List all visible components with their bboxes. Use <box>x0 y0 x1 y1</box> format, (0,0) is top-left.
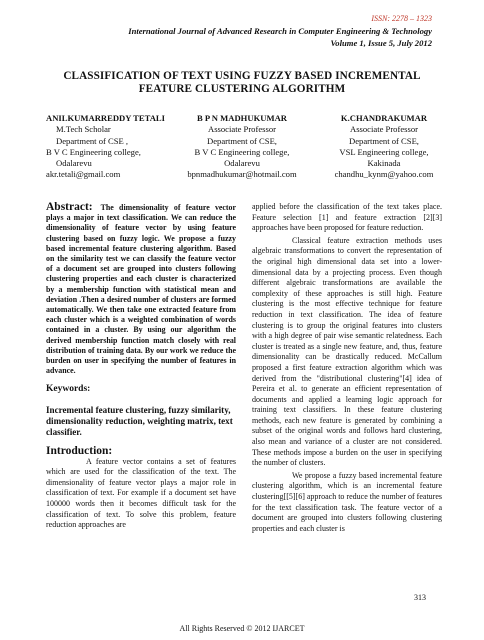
title-line-2: FEATURE CLUSTERING ALGORITHM <box>138 83 346 95</box>
body-paragraph: applied before the classification of the text takes place. Feature selection [1] and feature extraction [2][3] approaches have been proposed for feature reduction. <box>252 202 442 233</box>
author-name: K.CHANDRAKUMAR <box>340 113 428 123</box>
right-column <box>252 202 442 534</box>
author-2 <box>175 113 309 181</box>
paper-title <box>44 70 440 96</box>
author-role: Associate Professor <box>349 124 419 135</box>
author-role: Associate Professor <box>207 124 277 135</box>
author-1 <box>46 113 165 181</box>
keywords-text: Incremental feature clustering, fuzzy similarity, dimensionality reduction, weighting matrix, text classifier. <box>46 405 233 438</box>
author-department: Department of CSE , <box>56 135 129 146</box>
author-role: M.Tech Scholar <box>56 124 111 135</box>
keywords-heading: Keywords: <box>46 384 91 395</box>
journal-name: International Journal of Advanced Research in Computer Engineering & Technology <box>128 26 432 36</box>
left-column <box>46 202 236 531</box>
author-3 <box>318 113 450 181</box>
author-name: ANILKUMARREDDY TETALI <box>46 113 165 123</box>
author-name: B P N MADHUKUMAR <box>197 113 287 123</box>
author-location: Odalarevu <box>56 158 92 169</box>
author-location: Odalarevu <box>224 158 260 169</box>
title-line-1: CLASSIFICATION OF TEXT USING FUZZY BASED INCREMENTAL <box>63 70 421 82</box>
abstract-paragraph <box>46 202 236 376</box>
author-email: akr.tetali@gmail.com <box>46 169 121 180</box>
page-number: 313 <box>414 593 426 602</box>
author-location: Kakinada <box>367 158 401 169</box>
abstract-heading: Abstract: <box>46 201 93 213</box>
issn-line: ISSN: 2278 – 1323 <box>371 14 432 23</box>
body-paragraph: We propose a fuzzy based incremental feature clustering algorithm, which is an incremental feature clustering[[5][6] approach to reduce the number of features for the text classification task. The feature vector of a document are grouped into clusters following clustering properties and each cluster is <box>252 470 442 533</box>
author-email: bpnmadhukumar@hotmail.com <box>187 169 297 180</box>
author-college: B V C Engineering college, <box>194 146 290 157</box>
abstract-text: The dimensionality of feature vector plays a major in text classification. We can reduce the dimensionality of feature vector by using feature clustering based on fuzzy logic. We propose a fuzzy based incremental feature clustering algorithm. Based on the similarity test we can classify the feature vector of a document set are grouped into clusters following clustering properties and each cluster is characterized by a membership function with statistical mean and deviation .Then a desired number of clusters are formed automatically. We then take one extracted feature from each cluster which is a weighted combination of words contained in a cluster. By using our algorithm the derived membership function match closely with real distribution of training data. By our work we reduce the burden on user in specifying the number of features in advance. <box>46 203 236 376</box>
introduction-text: A feature vector contains a set of features which are used for the classification of the text. The dimensionality of feature vector plays a major role in classification of text. For example if a document set have 100000 words then it becomes difficult task for the classification of text. To solve this problem, feature reduction approaches are <box>46 456 236 530</box>
volume-issue: Volume 1, Issue 5, July 2012 <box>330 38 432 48</box>
body-paragraph: Classical feature extraction methods uses algebraic transformations to convert the representation of the original high dimensional data set into a lower-dimensional data by a projecting process. Even though different algebraic transformations are available the complexity of these approaches is still high. Feature clustering is the most effective technique for feature reduction in text classification. The idea of feature clustering is to group the original features into clusters with a high degree of pair wise semantic relatedness. Each cluster is treated as a single new feature, and, thus, feature dimensionality can be drastically reduced. McCallum proposed a first feature extraction algorithm which was derived from the "distributional clustering"[4] idea of Pereira et al. to generate an efficient representation of documents and applied a learning logic approach for training text classifiers. In these feature clustering methods, each new feature is generated by combining a subset of the original words and follows hard clustering, also mean and variance of a cluster are not considered. These methods impose a burden on the user in specifying the number of clusters. <box>252 235 442 468</box>
author-college: B V C Engineering college, <box>46 146 141 157</box>
introduction-heading: Introduction: <box>46 445 113 458</box>
author-college: VSL Engineering college, <box>339 146 429 157</box>
author-department: Department of CSE, <box>349 135 419 146</box>
footer-copyright: All Rights Reserved © 2012 IJARCET <box>179 624 305 633</box>
author-department: Department of CSE, <box>207 135 277 146</box>
author-email: chandhu_kynm@yahoo.com <box>334 169 434 180</box>
